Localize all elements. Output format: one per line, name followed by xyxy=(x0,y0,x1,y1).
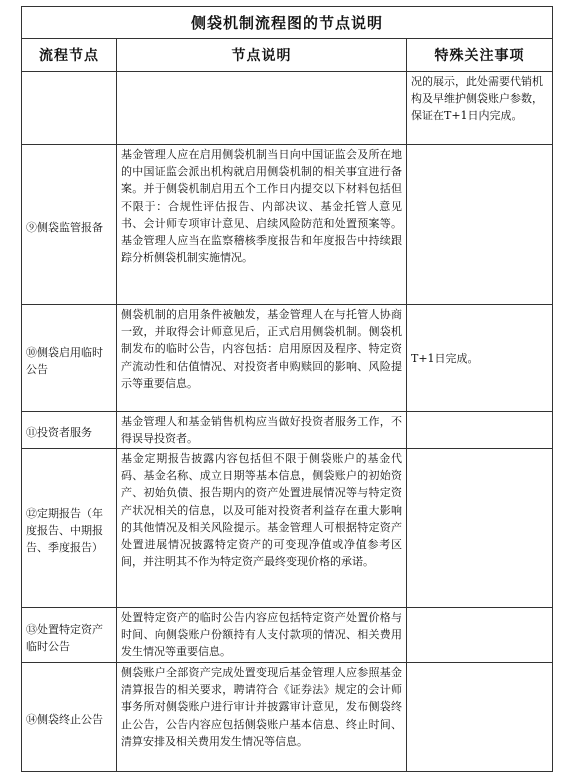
table-row xyxy=(22,72,553,145)
node-cell: ⑪投资者服务 xyxy=(22,412,117,449)
node-cell: ⑬处置特定资产临时公告 xyxy=(22,608,117,663)
header-node: 流程节点 xyxy=(22,39,117,72)
table-row xyxy=(22,608,553,663)
table-row xyxy=(22,412,553,449)
note-cell: T+1日完成。 xyxy=(407,305,553,412)
note-cell xyxy=(407,412,553,449)
note-cell xyxy=(407,663,553,772)
desc-cell: 基金管理人和基金销售机构应当做好投资者服务工作，不得误导投资者。 xyxy=(117,412,407,449)
desc-cell: 侧袋机制的启用条件被触发，基金管理人在与托管人协商一致，并取得会计师意见后，正式启用侧袋机制。侧袋机制发布的临时公告，内容包括：启用原因及程序、特定资产流动性和估值情况、对投资者申购赎回的影响、风险提示等重要信息。 xyxy=(117,305,407,412)
node-cell xyxy=(22,72,117,145)
node-cell: ⑫定期报告（年度报告、中期报告、季度报告） xyxy=(22,449,117,608)
note-cell: 况的展示，此处需要代销机构及早维护侧袋账户参数，保证在T+1日内完成。 xyxy=(407,72,553,145)
desc-cell: 侧袋账户全部资产完成处置变现后基金管理人应参照基金清算报告的相关要求，聘请符合《证券法》规定的会计师事务所对侧袋账户进行审计并披露审计意见，发布侧袋终止公告，公告内容应包括侧袋账户基本信息、终止时间、清算安排及相关费用发生情况等信息。 xyxy=(117,663,407,772)
table-row xyxy=(22,145,553,305)
note-cell xyxy=(407,608,553,663)
desc-cell: 基金管理人应在启用侧袋机制当日向中国证监会及所在地的中国证监会派出机构就启用侧袋机制的相关事宜进行备案。并于侧袋机制启用五个工作日内提交以下材料包括但不限于：合规性评估报告、内部决议、基金托管人意见书、会计师专项审计意见、启续风险防范和处置预案等。基金管理人应当在监察稽核季度报告和年度报告中持续跟踪分析侧袋机制实施情况。 xyxy=(117,145,407,305)
table-title-row xyxy=(22,7,553,39)
table-row xyxy=(22,449,553,608)
table-header-row xyxy=(22,39,553,72)
node-cell: ⑨侧袋监管报备 xyxy=(22,145,117,305)
node-cell: ⑭侧袋终止公告 xyxy=(22,663,117,772)
table-title: 侧袋机制流程图的节点说明 xyxy=(22,7,553,39)
header-desc: 节点说明 xyxy=(117,39,407,72)
note-cell xyxy=(407,145,553,305)
note-cell xyxy=(407,449,553,608)
table-row xyxy=(22,305,553,412)
desc-cell: 基金定期报告披露内容包括但不限于侧袋账户的基金代码、基金名称、成立日期等基本信息，侧袋账户的初始资产、初始负债、报告期内的资产处置进展情况等与特定资产状况相关的信息，以及可能对投资者利益存在重大影响的其他情况及相关风险提示。基金管理人可根据特定资产处置进展情况披露特定资产的可变现净值或净值参考区间，并注明其不作为特定资产最终变现价格的承诺。 xyxy=(117,449,407,608)
table-row xyxy=(22,663,553,772)
node-description-table xyxy=(21,6,553,772)
desc-cell xyxy=(117,72,407,145)
node-cell: ⑩侧袋启用临时公告 xyxy=(22,305,117,412)
desc-cell: 处置特定资产的临时公告内容应包括特定资产处置价格与时间、向侧袋账户份额持有人支付款项的情况、相关费用发生情况等重要信息。 xyxy=(117,608,407,663)
header-note: 特殊关注事项 xyxy=(407,39,553,72)
